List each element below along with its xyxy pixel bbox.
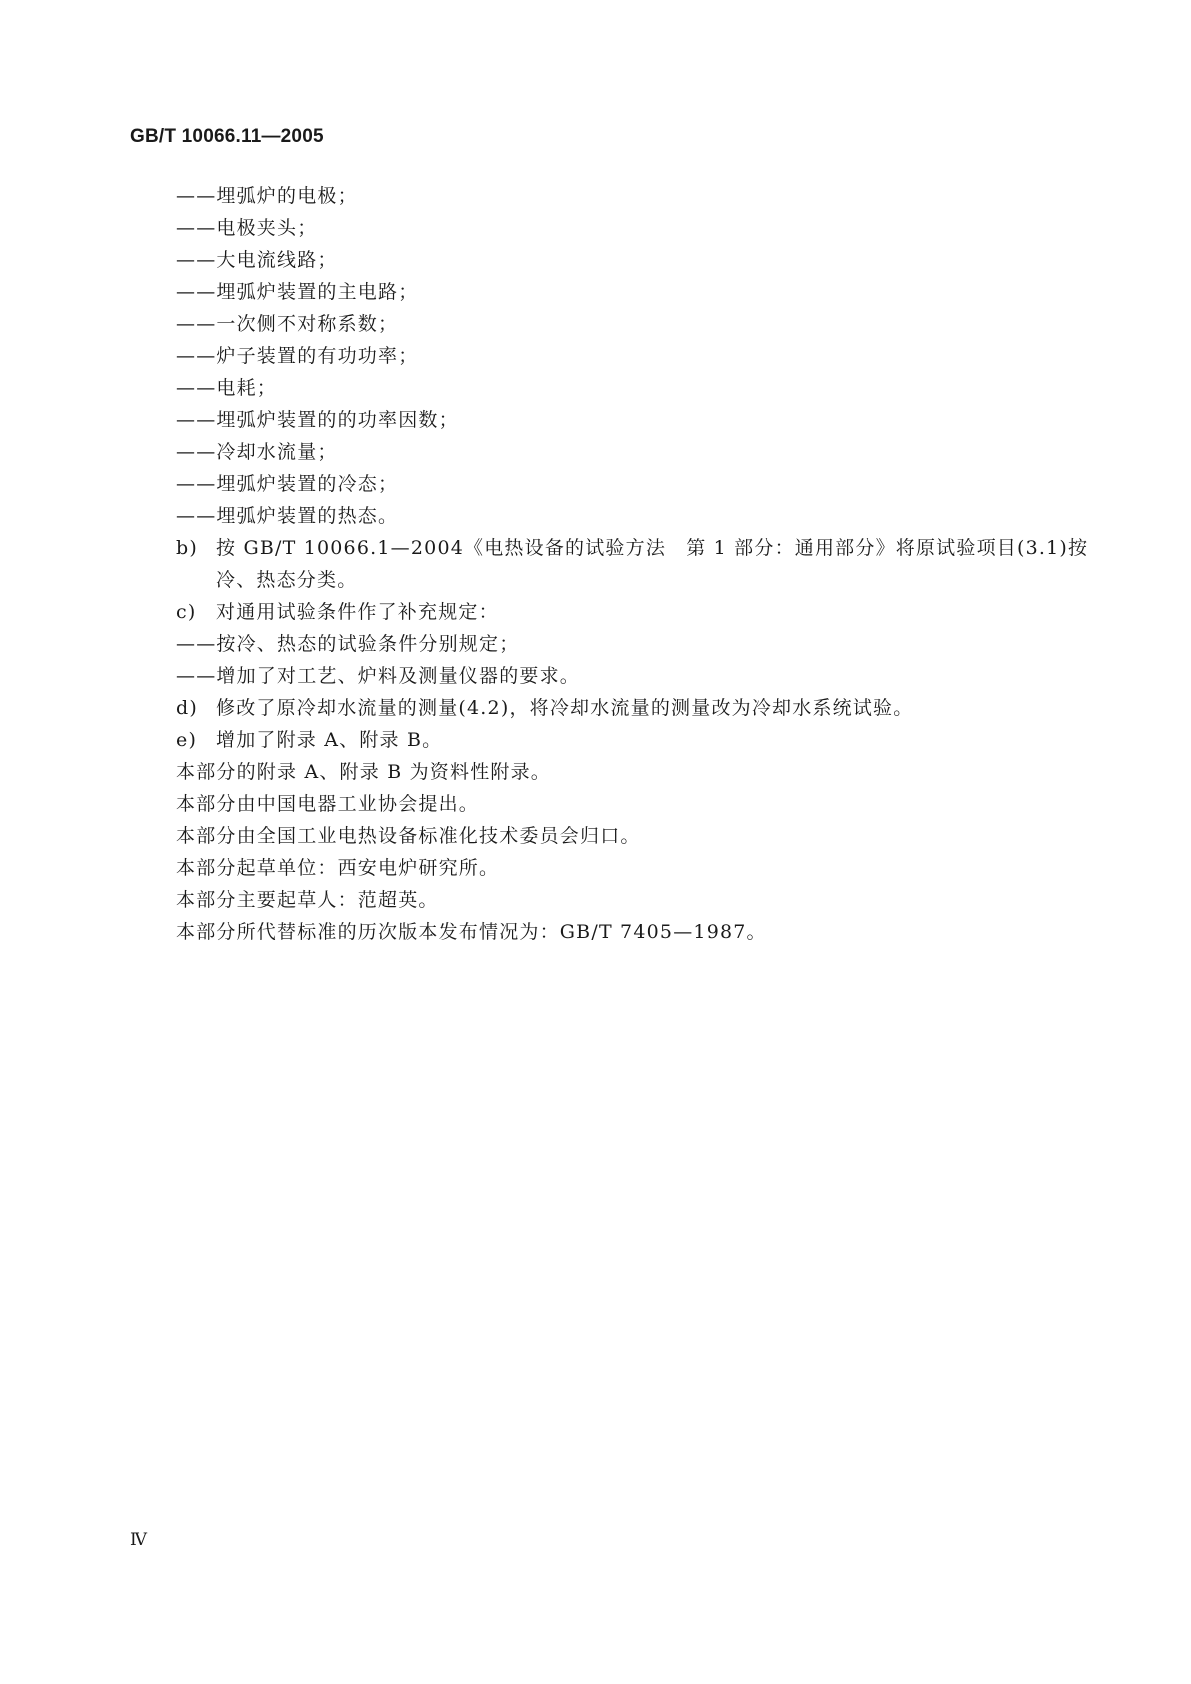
- list-marker: d): [176, 697, 198, 719]
- page-number: Ⅳ: [130, 1530, 147, 1549]
- dash-list-item: ——电耗；: [176, 377, 278, 399]
- dash-list-item: ——埋弧炉装置的热态。: [176, 505, 399, 527]
- dash-list-item: ——埋弧炉装置的的功率因数；: [176, 409, 459, 431]
- list-item-d: [176, 692, 1076, 724]
- dash-list-item: ——按冷、热态的试验条件分别规定；: [176, 633, 520, 655]
- standard-code-header: GB/T 10066.11—2005: [130, 126, 324, 147]
- list-item-c: [176, 596, 1076, 628]
- dash-list-item: ——电极夹头；: [176, 217, 318, 239]
- dash-list-item: ——埋弧炉装置的主电路；: [176, 281, 419, 303]
- dash-list-item: ——增加了对工艺、炉料及测量仪器的要求。: [176, 665, 581, 687]
- list-item-text: 增加了附录 A、附录 B。: [216, 729, 443, 751]
- dash-list-item: ——埋弧炉的电极；: [176, 185, 358, 207]
- dash-list-item: ——埋弧炉装置的冷态；: [176, 473, 399, 495]
- dash-list-item: ——炉子装置的有功功率；: [176, 345, 419, 367]
- dash-list-item: ——大电流线路；: [176, 249, 338, 271]
- list-item-text: 按 GB/T 10066.1—2004《电热设备的试验方法 第 1 部分：通用部分》将原试验项目(3.1)按: [216, 537, 1089, 559]
- list-item-b: [176, 532, 1089, 564]
- paragraph: 本部分由中国电器工业协会提出。: [176, 793, 480, 815]
- list-item-b-continuation: 冷、热态分类。: [216, 569, 358, 591]
- paragraph: 本部分的附录 A、附录 B 为资料性附录。: [176, 761, 552, 783]
- list-marker: e): [176, 729, 198, 751]
- dash-list-item: ——冷却水流量；: [176, 441, 338, 463]
- dash-list-item: ——一次侧不对称系数；: [176, 313, 399, 335]
- paragraph: 本部分由全国工业电热设备标准化技术委员会归口。: [176, 825, 641, 847]
- document-body: [176, 180, 1089, 948]
- paragraph: 本部分主要起草人：范超英。: [176, 889, 439, 911]
- list-marker: c): [176, 601, 197, 623]
- list-marker: b): [176, 537, 198, 559]
- list-item-text: 修改了原冷却水流量的测量(4.2)，将冷却水流量的测量改为冷却水系统试验。: [216, 697, 914, 719]
- list-item-e: [176, 724, 1076, 756]
- list-item-text: 对通用试验条件作了补充规定：: [216, 601, 499, 623]
- paragraph: 本部分所代替标准的历次版本发布情况为：GB/T 7405—1987。: [176, 921, 767, 943]
- paragraph: 本部分起草单位：西安电炉研究所。: [176, 857, 500, 879]
